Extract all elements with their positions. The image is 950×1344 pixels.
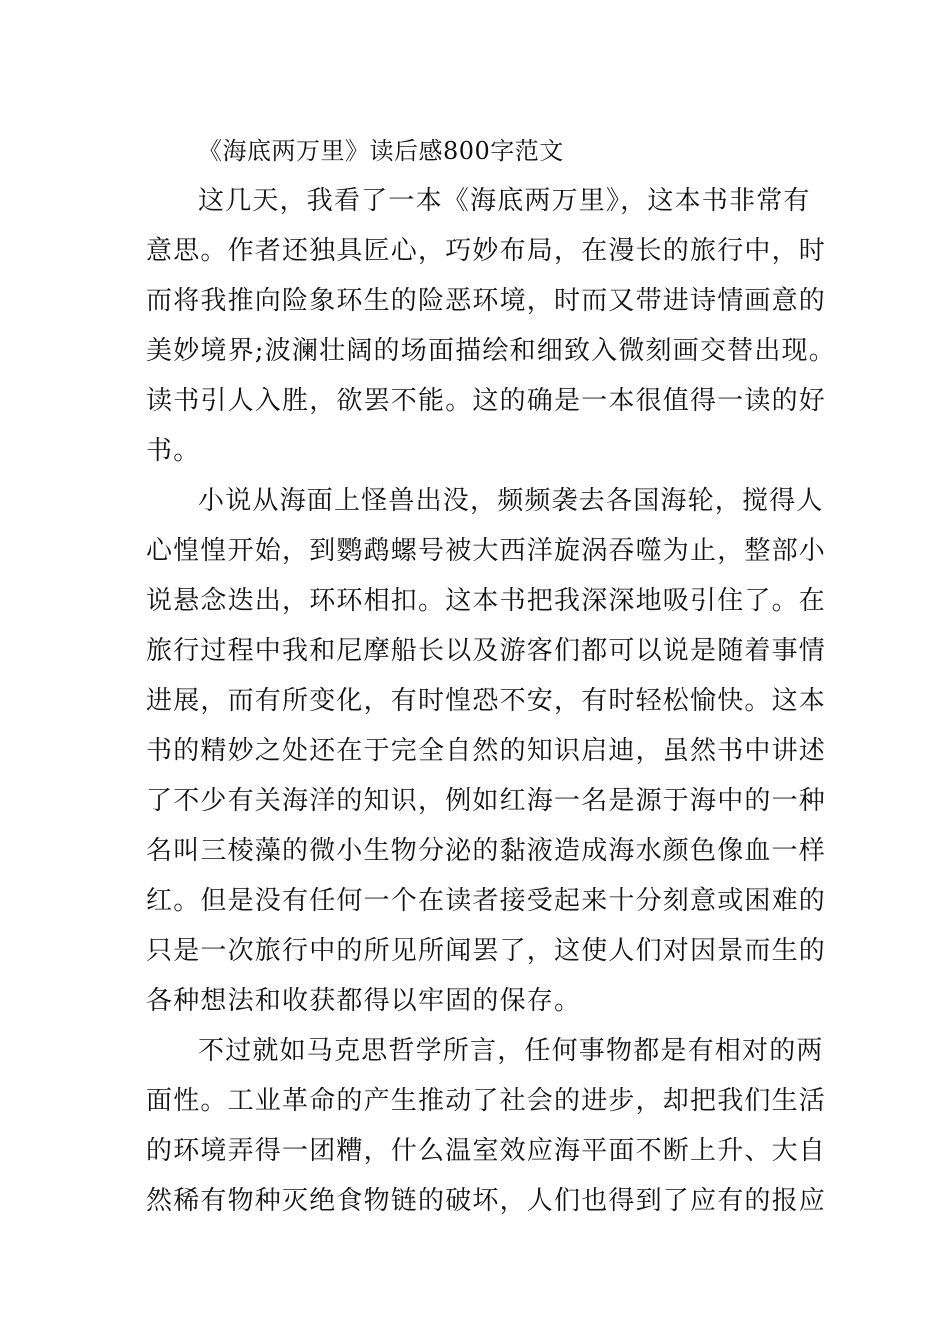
paragraph-line: 而将我推向险象环生的险恶环境，时而又带进诗情画意的 xyxy=(146,286,827,316)
paragraph-line: 不过就如马克思哲学所言，任何事物都是有相对的两 xyxy=(198,1036,824,1066)
paragraph-line: 名叫三棱藻的微小生物分泌的黏液造成海水颜色像血一样 xyxy=(146,836,827,866)
paragraph-line: 小说从海面上怪兽出没，频频袭去各国海轮，搅得人 xyxy=(198,486,824,516)
paragraph-line: 的环境弄得一团糟，什么温室效应海平面不断上升、大自 xyxy=(146,1136,827,1166)
paragraph-line: 这几天，我看了一本《海底两万里》，这本书非常有 xyxy=(198,186,811,216)
paragraph-line: 红。但是没有任何一个在读者接受起来十分刻意或困难的 xyxy=(146,886,827,916)
paragraph-line: 读书引人入胜，欲罢不能。这的确是一本很值得一读的好 xyxy=(146,386,827,416)
paragraph-line: 说悬念迭出，环环相扣。这本书把我深深地吸引住了。在 xyxy=(146,586,827,616)
paragraph-line: 心惶惶开始，到鹦鹉螺号被大西洋旋涡吞噬为止，整部小 xyxy=(146,536,827,566)
paragraph-line: 进展，而有所变化，有时惶恐不安，有时轻松愉快。这本 xyxy=(146,686,827,716)
paragraph-line: 书。 xyxy=(146,436,201,466)
paragraph-line: 各种想法和收获都得以牢固的保存。 xyxy=(146,986,582,1016)
paragraph-line: 美妙境界;波澜壮阔的场面描绘和细致入微刻画交替出现。 xyxy=(146,336,836,366)
paragraph-line: 书的精妙之处还在于完全自然的知识启迪，虽然书中讲述 xyxy=(146,736,827,766)
paragraph-line: 旅行过程中我和尼摩船长以及游客们都可以说是随着事情 xyxy=(146,636,827,666)
paragraph-line: 然稀有物种灭绝食物链的破坏，人们也得到了应有的报应 xyxy=(146,1186,827,1216)
paragraph-line: 面性。工业革命的产生推动了社会的进步，却把我们生活 xyxy=(146,1086,827,1116)
paragraph-line: 了不少有关海洋的知识，例如红海一名是源于海中的一种 xyxy=(146,786,827,816)
document-title: 《海底两万里》读后感800字范文 xyxy=(198,137,564,165)
paragraph-line: 意思。作者还独具匠心，巧妙布局，在漫长的旅行中，时 xyxy=(146,236,827,266)
paragraph-line: 只是一次旅行中的所见所闻罢了，这使人们对因景而生的 xyxy=(146,936,827,966)
